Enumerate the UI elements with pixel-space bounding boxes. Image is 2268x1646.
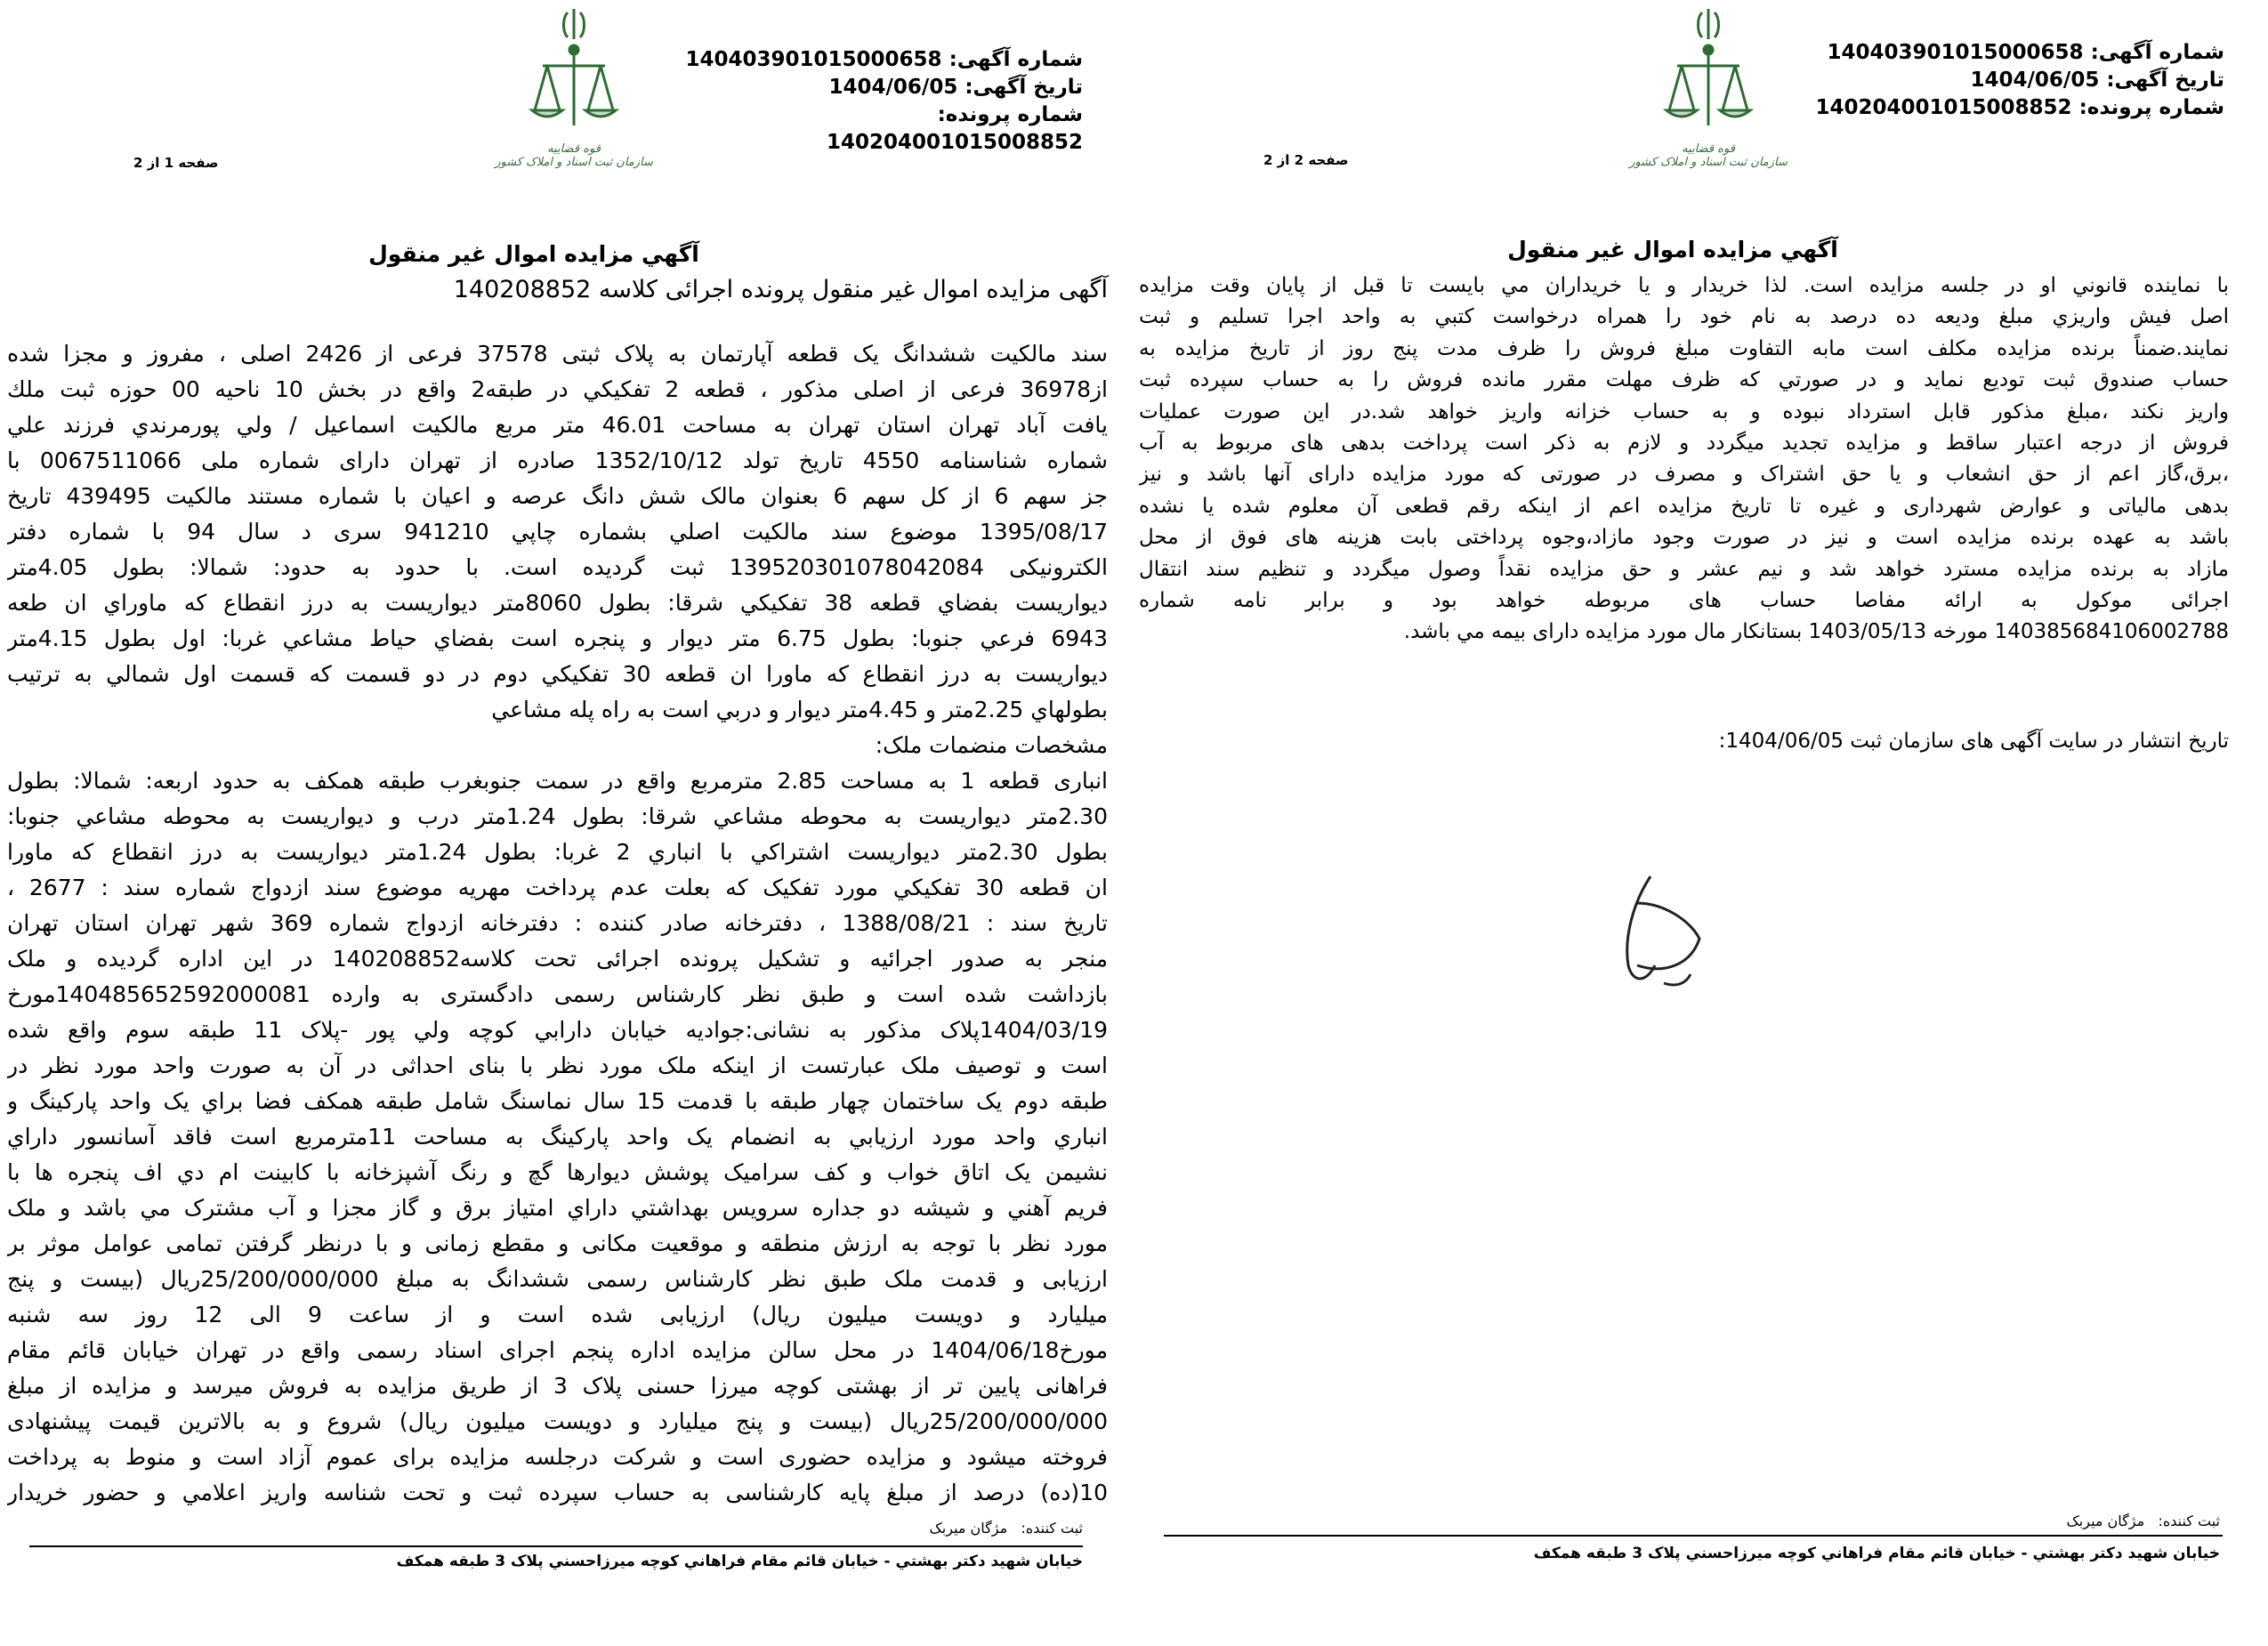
text-line: ارزيابی و قدمت ملک طبق نظر کارشناس رسمی ششدانگ به مبلغ 25/200/000/000ريال (بيست و پنج [7, 1266, 1108, 1292]
text-line: سند مالکيت ششدانگ يک قطعه آپارتمان به پلاک ثبتی 37578 فرعی از 2426 اصلی ، مفروز و مجزا شده [7, 341, 1108, 367]
text-line: حساب صندوق ثبت توديع نمايد و در صورتي که ظرف مهلت مقرر مانده فروش را به حساب سپرده ثبت [1139, 368, 2229, 392]
footer-address: خيابان شهيد دکتر بهشتي - خيابان قائم مقام فراهاني کوچه ميرزاحسني پلاک 3 طبقه همکف [1533, 1545, 2220, 1562]
text-line: مازاد به برنده مزايده مسترد خواهد شد و نيم عشر و حق مزايده نقداً وصول ميگردد و تنظيم سند انتقال [1139, 557, 2229, 581]
text-line: طبقه دوم يک ساختمان چهار طبقه با قدمت 15 سال نماسنگ شامل طبقه همکف فضا براي يک واحد پارکينگ و [7, 1088, 1108, 1114]
text-line: ان قطعه 30 تفکيکي مورد تفکيک که بعلت عدم پرداخت مهريه موضوع سند ازدواج شماره سند : 2677 ، [7, 875, 1108, 900]
text-line: يافت آباد تهران استان تهران به مساحت 46.01 متر مربع مالکيت اسماعيل / ولي پورمرندي فرزند علي [7, 412, 1108, 438]
ad-number-row: شماره آگهی: 140403901015000658 [685, 48, 1083, 71]
footer-divider [1164, 1535, 2223, 1537]
text-line: فروخته ميشود و مزايده حضوری است و شرکت درجلسه مزايده برای عموم آزاد است و منوط به پرداخت [7, 1444, 1108, 1470]
page-number: صفحه 2 از 2 [1263, 152, 1349, 168]
text-line: تاريخ سند : 1388/08/21 ، دفترخانه صادر کننده : دفترخانه ازدواج شماره 369 شهر تهران استان تهران [7, 910, 1108, 936]
text-line: ديواريست بفضاي قطعه 38 تفکيکي شرقا: بطول 8060متر ديواريست به درز انقطاع که ماوراي ان طعه [7, 590, 1108, 616]
text-line: فراهانی پايين تر از بهشتی کوچه ميرزا حسنی پلاک 3 از طريق مزايده به فروش ميرسد و مزايده از مبلغ [7, 1373, 1108, 1399]
text-line: ميليارد و دويست ميليون ريال) ارزيابی شده است و از ساعت 9 الی 12 روز سه شنبه [7, 1302, 1108, 1327]
page-number: صفحه 1 از 2 [133, 155, 219, 171]
text-line: مورد نظر با توجه به ارزش منطقه و موقعيت مکانی و مقطع زمانی و با درنظر گرفتن تمامی عوامل موثر بر [7, 1230, 1108, 1256]
text-line: مشخصات منضمات ملک: [875, 732, 1108, 758]
ad-date: 1404/06/05 [1970, 69, 2100, 92]
judiciary-emblem-icon: قوه قضاییه سازمان ثبت اسناد و املاک کشور [1615, 5, 1802, 192]
text-line: واريز نکند ،مبلغ مذکور قابل استرداد نبوده و به حساب خزانه واريز خواهد شد.در اين صورت عمليات [1139, 399, 2229, 424]
text-line: جز سهم 6 از کل سهم 6 بعنوان مالک شش دانگ عرصه و اعيان با شماره مستند مالکيت 439495 تاريخ [7, 483, 1108, 509]
text-line: فريم آهني و شيشه دو جداره سرويس بهداشتي داراي امتياز برق و گاز مجزا و آب مشترک مي باشد و ملک [7, 1195, 1108, 1221]
text-line: نمايند.ضمناً برنده مزايده مکلف است مابه التفاوت مبلغ فروش را ظرف مدت پنج روز از تاريخ مزايده به [1139, 336, 2229, 360]
signature [1566, 850, 1735, 1010]
text-line: است و توصيف ملک عبارتست از اينکه ملک مورد نظر با بنای احداثی در آن به صورت واحد مورد نظر در [7, 1053, 1108, 1078]
text-line: مورخ1404/06/18 در محل سالن مزايده اداره پنجم اجرای اسناد رسمی واقع در تهران خيابان قائم مقام [7, 1337, 1108, 1363]
text-line: ديواريست به درز انقطاع که ماورا ان قطعه 30 تفکيکي دوم در دو قسمت که قسمت اول شمالي به ترتيب [7, 661, 1108, 687]
file-number-row: شماره پرونده: 140204001015008852 [826, 103, 1083, 154]
footer-address: خيابان شهيد دکتر بهشتي - خيابان قائم مقام فراهاني کوچه ميرزاحسني پلاک 3 طبقه همکف [396, 1553, 1083, 1570]
text-line: 14038568410600278​8 مورخه 1403/05/13 بستانکار مال مورد مزايده دارای بيمه مي باشد. [1403, 620, 2229, 644]
text-line: ،برق،گاز اعم از حق انشعاب و يا حق اشتراک و مصرف در صورتی که مورد مزايده دارای آنها باشد و نيز [1139, 463, 2229, 487]
text-line: باشد به عهده برنده مزايده است و نيز در صورت وجود مازاد،وجوه پرداختی بابت هزينه های فوق از محل [1139, 526, 2229, 550]
text-line: فروش از درجه اعتبار ساقط و مزايده تجديد ميگردد و لازم به ذکر است پرداخت بدهی های مربوط به آب [1139, 431, 2229, 455]
text-line: منجر به صدور اجرائيه و تشکيل پرونده اجرائی تحت کلاسه140208852 در اين اداره گرديده و ملک [7, 946, 1108, 972]
text-line: 1395/08/17 موضوع سند مالکيت اصلي بشماره چاپي 941210 سری د سال 94 با شماره دفتر [7, 519, 1108, 545]
file-number: 140204001015008852 [826, 131, 1083, 154]
registrar: ثبت کننده: مژگان میربک [2066, 1513, 2220, 1529]
body-text [1139, 270, 2229, 649]
ad-number: 140403901015000658 [685, 48, 942, 71]
ad-header [1815, 39, 2224, 122]
page-title: آگهي مزايده اموال غير منقول [1507, 237, 1838, 262]
file-number: 140204001015008852 [1815, 96, 2072, 119]
page-title: آگهي مزايده اموال غير منقول [368, 241, 699, 267]
judiciary-emblem-icon: قوه قضاییه سازمان ثبت اسناد و املاک کشور [480, 5, 667, 192]
body-text [7, 336, 1108, 1511]
ad-number-row: شماره آگهی: 140403901015000658 [1827, 41, 2224, 64]
file-number-row: شماره پرونده: 140204001015008852 [1815, 96, 2224, 119]
text-line: الکترونيکی 139520301078042084 ثبت گرديده است. با حدود به حدود: شمالا: بطول 4.05متر [7, 554, 1108, 580]
ad-date: 1404/06/05 [828, 76, 958, 99]
footer-divider [29, 1545, 1083, 1547]
ad-number: 140403901015000658 [1827, 41, 2084, 64]
text-line: 6943 فرعي جنوبا: بطول 6.75 متر ديوار و پنجره است بفضاي حياط مشاعي غربا: اول بطول 4.15متر [7, 625, 1108, 651]
registrar: ثبت کننده: مژگان میربک [929, 1520, 1083, 1537]
text-line: از36978 فرعی از اصلی مذکور ، قطعه 2 تفکيکي در طبقه2 واقع در بخش 10 ناحيه 00 حوزه ثبت ملك [7, 376, 1108, 402]
text-line: بازداشت شده است و طبق نظر کارشناس رسمی دادگستری به وارده 140485652592000081مورخ [7, 981, 1108, 1007]
text-line: انباري واحد مورد ارزيابي به انضمام يک واحد پارکينگ به مساحت 11مترمربع است فاقد آسانسور داراي [7, 1124, 1108, 1150]
text-line: 25/200/000/000ريال (بيست و پنج ميليارد و دويست ميليون ريال) شروع و به بالاترين قيمت پيشنهادی [7, 1408, 1108, 1434]
text-line: بطول 2.30متر ديواريست اشتراکي با انباري 2 غربا: بطول 1.24متر ديواريست به درز انقطاع که ماورا [7, 839, 1108, 865]
text-line: 1404/03/19پلاک مذکور به نشانی:جواديه خيابان دارابي کوچه ولي پور -پلاک 11 طبقه سوم واقع شده [7, 1017, 1108, 1043]
ad-date-row: تاریخ آگهی: 1404/06/05 [828, 76, 1083, 99]
text-line: نشيمن يک اتاق خواب و کف سراميک پوشش ديوارها گچ و رنگ آشپزخانه با کابينت ام دي اف پنجره ها با [7, 1159, 1108, 1185]
text-line: انباری قطعه 1 به مساحت 2.85 مترمربع واقع در سمت جنوبغرب طبقه همکف به حدود اربعه: شمالا: بطول [7, 768, 1108, 794]
text-line: شماره شناسنامه 4550 تاريخ تولد 1352/10/12 صادره از تهران دارای شماره ملی 0067511066 با [7, 448, 1108, 473]
text-line: 10(ده) درصد از مبلغ پايه کارشناسی به حساب سپرده ثبت و تحت شناسه واريز اعلامي و حضور خريدار [7, 1480, 1108, 1505]
text-line: بدهی مالياتی و عوارض شهرداری و غيره تا تاريخ مزايده اعم از اينکه رقم قطعی آن معلوم شده يا نشده [1139, 494, 2229, 518]
text-line: بطولهاي 2.25متر و 4.45متر ديوار و دربي است به راه پله مشاعي [491, 697, 1108, 722]
ad-header [676, 46, 1083, 157]
text-line: با نماينده قانوني او در جلسه مزايده است. لذا خريدار و يا خريداران مي بايست تا قبل از پايان وقت مزايده [1139, 274, 2229, 297]
text-line: اصل فيش واريزي مبلغ وديعه ده درصد به نام خود را همراه درخواست کتبي به واحد اجرا تسليم و ثبت [1139, 305, 2229, 329]
page-subtitle: آگهی مزايده اموال غير منقول پرونده اجرائی کلاسه 140208852 [453, 276, 1108, 303]
text-line: 2.30متر ديواريست به محوطه مشاعي شرقا: بطول 1.24متر درب و ديواريست به محوطه مشاعي جنوبا: [7, 803, 1108, 829]
publish-date-line: تاريخ انتشار در سايت آگهی های سازمان ثبت 1404/06/05: [1718, 730, 2229, 753]
ad-date-row: تاریخ آگهی: 1404/06/05 [1970, 69, 2224, 92]
text-line: اجرائی موکول به ارائه مفاصا حساب های مربوطه خواهد بود و برابر نامه شماره [1139, 588, 2229, 612]
